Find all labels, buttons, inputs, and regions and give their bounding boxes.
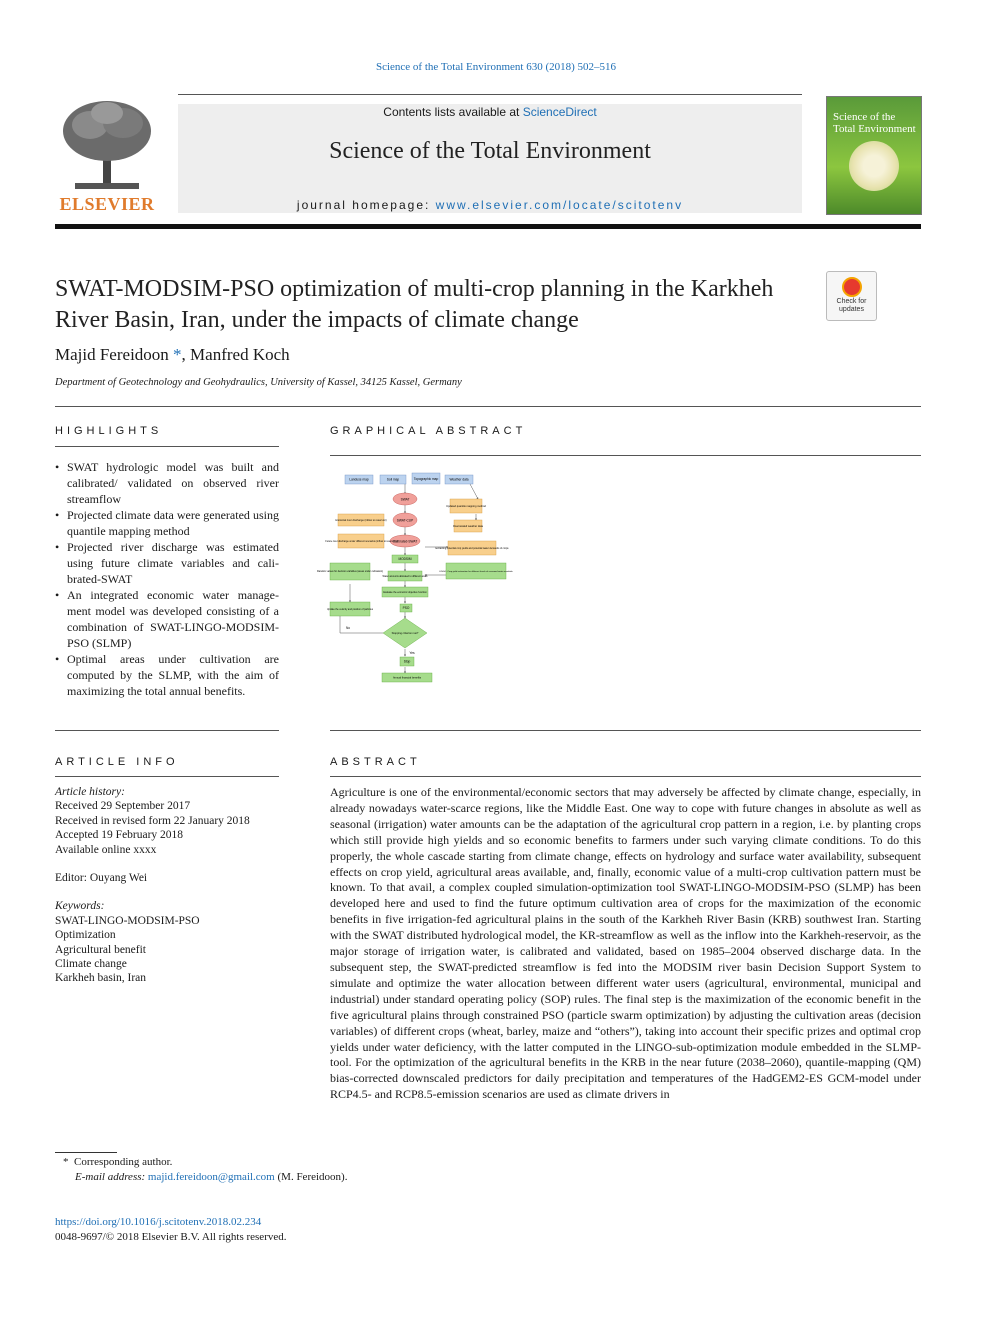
email-owner: (M. Fereidoon). — [277, 1170, 348, 1183]
ga-historical-discharge-label: Historical river discharge (inflow to reservoir) — [335, 519, 387, 522]
homepage-prefix: journal homepage: — [296, 198, 436, 212]
keyword: Agricultural benefit — [55, 943, 147, 956]
author-2[interactable]: Manfred Koch — [190, 345, 290, 364]
highlights-list — [55, 459, 279, 699]
footnote-mark: * — [63, 1156, 69, 1168]
ga-swat-cup-label: SWAT-CUP — [396, 518, 414, 523]
ga-modsim-label: MODSIM — [398, 557, 412, 561]
divider — [55, 776, 279, 777]
email-label: E-mail address: — [75, 1170, 146, 1183]
ga-water-amounts-label: Water amounts allocated to different areas — [382, 575, 428, 578]
ga-lingo-label: LINGO: Crop yield estimation for different levels of assumed water available — [439, 571, 513, 573]
accepted-date: Accepted 19 February 2018 — [55, 829, 184, 842]
editor: Editor: Ouyang Wei — [55, 872, 148, 885]
keyword: Climate change — [55, 958, 127, 971]
sciencedirect-link[interactable]: ScienceDirect — [522, 105, 597, 119]
revised-date: Received in revised form 22 January 2018 — [55, 814, 250, 827]
header-bottom-rule — [55, 224, 921, 229]
contents-line — [178, 105, 802, 119]
check-for-updates-button[interactable] — [826, 271, 877, 321]
ga-landuse-map-label: Landuse map — [349, 477, 369, 482]
divider — [55, 446, 279, 447]
ga-swat-label: SWAT — [400, 497, 410, 502]
affiliation: Department of Geotechnology and Geohydraulics, University of Kassel, 34125 Kassel, Germany — [55, 377, 462, 388]
ga-extracting-label: Extracting potential crop yields and potential water demands of crops — [435, 547, 509, 550]
received-date: Received 29 September 2017 — [55, 800, 191, 813]
corresponding-author-mark[interactable]: * — [173, 345, 182, 364]
abstract-text: Agriculture is one of the environmental/economic sectors that may adversely be affected by climate change, especially, in already nowadays water-scarce regions, like the Middle East. One way to cope with future changes in absolute as well as seasonal (irrigation) water amounts can be the adaptation of the agricultural crop pattern in a region, i.e. by planting crops which still provide high yields and so economic benefits to farmers under such varying climate conditions. To do this properly, the whole cascade starting from climate change, effects on hydrology and surface water availability, subsequent effects on crop yield, agricultural areas available, and, finally, economic value of a multi-crop cultivation pattern must be known. To that avail, a complex coupled simulation-optimization tool SWAT-LINGO-MODSIM-PSO (SLMP) has been developed here and used to find the future optimum cultivation area of crops for the maximization of the economic benefits in five irrigation-fed agricultural plains in the south of the Karkheh River Basin (KRB) southwest Iran. Starting with the SWAT distributed hydrological model, the KR-streamflow as well as the inflow into the Karkheh-reservoir, as the major storage of irrigation water, is calibrated and validated, based on 1985–2004 observed discharge data. In the subsequent step, the SWAT-predicted streamflow is fed into the MODSIM river basin Decision Support System to simulate and optimize the water allocation between different water users (agricultural, environmental, municipal and industrial) under standard operating policy (SOP) rules. The final step is the maximization of the economic benefit in the five agricultural plains through constrained PSO (particle swarm optimization) by adjusting the cultivation areas (decision variables) of different crops (wheat, barley, maize and “others”), taking into account their specific prizes and optimal crop yields under water deficiency, with the latter computed in the LINGO-sub-optimization module embedded in the SLMP-tool. For the optimization of the agricultural benefits in the KRB in the near future (2038–2060), quantile-mapping (QM) bias-corrected downscaled predictors for daily precipitation and temperatures of the HadGEM2-ES GCM-model under RCP4.5- and RCP8.5-emission scenarios are used as climate drivers in — [330, 785, 921, 1102]
highlight-item: • Projected climate data were generated using quantile mapping method — [55, 507, 279, 539]
highlight-item: • SWAT hydrologic model was built and calibrated/ validated on observed river streamflow — [55, 459, 279, 507]
ga-soil-map-label: Soil map — [386, 477, 400, 482]
keyword: Karkheh basin, Iran — [55, 972, 147, 985]
ga-topographic-map-label: Topographic map — [413, 477, 439, 481]
author-separator: , — [181, 345, 191, 364]
cover-flower-icon — [849, 141, 899, 191]
contents-prefix: Contents lists available at — [383, 105, 523, 119]
highlight-item: • An integrated economic water manage-ment model was developed consisting of a combination of SWAT-LINGO-MODSIM-PSO (SLMP) — [55, 587, 279, 651]
highlight-item: • Optimal areas under cultivation are computed by the SLMP, with the aim of maximizing the total annual benefits. — [55, 651, 279, 699]
elsevier-logo[interactable] — [55, 97, 159, 215]
highlight-item: • Projected river discharge was estimated using future climate variables and cali-brated-SWAT — [55, 539, 279, 587]
keywords-label: Keywords: — [55, 900, 105, 913]
divider — [55, 406, 921, 407]
ga-random-values-label: Random values for decision variables (areas under cultivation) — [316, 570, 384, 573]
divider — [330, 730, 921, 731]
highlights-heading: HIGHLIGHTS — [55, 425, 163, 437]
ga-calibrated-swat-label: Calibrated-SWAT — [392, 539, 418, 544]
online-date: Available online xxxx — [55, 843, 157, 856]
graphical-abstract-figure[interactable] — [316, 467, 513, 689]
homepage-link[interactable]: www.elsevier.com/locate/scitotenv — [435, 198, 684, 212]
header-top-rule — [178, 94, 802, 95]
keyword: Optimization — [55, 929, 116, 942]
doi-block — [55, 1215, 287, 1244]
article-title: SWAT-MODSIM-PSO optimization of multi-crop planning in the Karkheh River Basin, Iran, under the impacts of climate change — [55, 276, 774, 333]
bookmark-icon — [842, 277, 862, 297]
article-info — [55, 785, 279, 986]
article-info-heading: ARTICLE INFO — [55, 756, 179, 768]
doi-link[interactable]: https://doi.org/10.1016/j.scitotenv.2018.02.234 — [55, 1216, 262, 1228]
email-link[interactable]: majid.fereidoon@gmail.com — [147, 1170, 275, 1183]
badge-line-1: Check for — [836, 298, 867, 305]
divider — [330, 455, 921, 456]
abstract-heading: ABSTRACT — [330, 756, 421, 768]
journal-title: Science of the Total Environment — [329, 138, 651, 164]
corresponding-author-note: Corresponding author. — [74, 1156, 173, 1168]
ga-no-label: No — [345, 626, 351, 630]
journal-cover[interactable] — [826, 96, 922, 215]
article-history-label: Article history: — [55, 786, 125, 798]
ga-yes-label: Yes — [409, 651, 415, 655]
ga-downscaled-label: Downscaled weather data — [453, 525, 483, 528]
author-1[interactable]: Majid Fereidoon — [55, 345, 169, 364]
publisher-name: ELSEVIER — [59, 194, 155, 214]
ga-annual-benefits-label: Annual financial benefits — [392, 676, 422, 680]
tree-logo-icon — [55, 97, 159, 193]
graphical-abstract-heading: GRAPHICAL ABSTRACT — [330, 425, 527, 437]
badge-line-2: updates — [839, 306, 864, 313]
ga-stop-label: Stop — [403, 659, 411, 664]
copyright: 0048-9697/© 2018 Elsevier B.V. All rights reserved. — [55, 1230, 287, 1243]
journal-homepage — [178, 198, 802, 212]
footnote — [55, 1155, 347, 1184]
ga-updated-qm-label: Updated quantile mapping method — [446, 505, 486, 508]
ga-update-velocity-label: Update the velocity and position of particles — [326, 608, 374, 611]
authors — [55, 345, 290, 365]
footnote-rule — [55, 1152, 117, 1153]
ga-weather-data-label: Weather data — [449, 477, 469, 482]
ga-future-discharge-label: Future river discharge under different scenarios (inflow to reservoir) — [325, 540, 397, 543]
cover-title: Science of the Total Environment — [833, 111, 916, 135]
divider — [330, 776, 921, 777]
journal-citation[interactable]: Science of the Total Environment 630 (2018) 502–516 — [375, 61, 617, 73]
divider — [55, 730, 279, 731]
ga-evaluate-label: Evaluate the economic objective function — [383, 591, 427, 594]
ga-pso-label: PSO — [402, 606, 410, 610]
ga-stopping-label: Stopping criterion met? — [391, 632, 419, 635]
keyword: SWAT-LINGO-MODSIM-PSO — [55, 914, 200, 927]
